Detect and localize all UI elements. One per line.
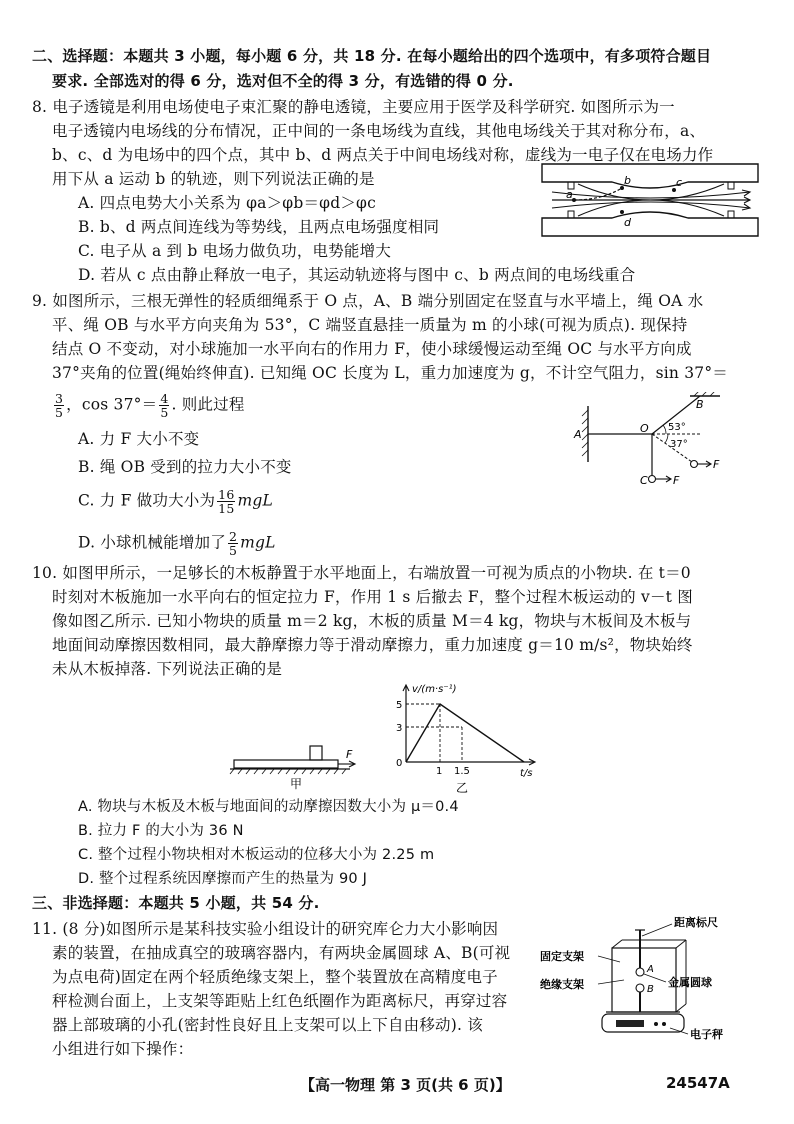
q11-fig-ball-b: B [647, 984, 654, 995]
q9-fig-label-o: O [640, 422, 649, 435]
q8-line3: b、c、d 为电场中的四个点，其中 b、d 两点关于中间电场线对称，虚线为一电子仅在电场力作 [52, 146, 714, 164]
q9-option-d: D. 小球机械能增加了 $\frac{2}{5}$ mgL [78, 529, 276, 558]
q9-line3: 结点 O 不变动，对小球施加一水平向右的作用力 F，使小球缓慢运动至绳 OC 与水平方向成 [52, 340, 692, 358]
q9-fig-angle-37: 37° [670, 439, 688, 450]
q8-line2: 电子透镜内电场线的分布情况，正中间的一条电场线为直线，其他电场线关于其对称分布，a、 [52, 122, 706, 140]
q10-line3: 像如图乙所示. 已知小物块的质量 m＝2 kg，木板的质量 M＝4 kg，物块与木板间及木板与 [52, 612, 692, 630]
vt-tick-0: 0 [396, 758, 403, 769]
vt-tick-1: 1 [436, 766, 443, 777]
q8-line1: 8. 电子透镜是利用电场使电子束汇聚的静电透镜，主要应用于医学及科学研究. 如图所示为一 [32, 98, 675, 116]
q9-cos-fraction: $\frac{4}{5}$ [160, 391, 169, 420]
q11-line6: 小组进行如下操作： [52, 1040, 194, 1058]
q10-figure-jia [228, 738, 378, 790]
q10-line5: 未从木板掉落. 下列说法正确的是 [52, 660, 283, 678]
page-footer: 【高一物理 第 3 页(共 6 页)】 [300, 1076, 511, 1094]
q8-option-b: B. b、d 两点间连线为等势线，且两点电场强度相同 [78, 218, 440, 236]
q10-jia-caption: 甲 [290, 777, 303, 790]
section2-line2: 要求. 全部选对的得 6 分，选对但不全的得 3 分，有选错的得 0 分. [52, 72, 514, 90]
vt-caption: 乙 [456, 781, 469, 795]
q9-line1: 9. 如图所示，三根无弹性的轻质细绳系于 O 点，A、B 端分别固定在竖直与水平墙上，绳 OA 水 [32, 292, 704, 310]
q10-jia-label-f: F [346, 748, 353, 761]
q11-fig-label-fixed: 固定支架 [540, 950, 584, 963]
q9-line2: 平、绳 OB 与水平方向夹角为 53°，C 端竖直悬挂一质量为 m 的小球(可视为质点). 现保持 [52, 316, 688, 334]
q10-line2: 时刻对木板施加一水平向右的恒定拉力 F，作用 1 s 后撤去 F，整个过程木板运动的 v－t 图 [52, 588, 693, 606]
q9-option-a: A. 力 F 大小不变 [78, 430, 200, 448]
exam-code: 24547A [666, 1074, 730, 1092]
q8-option-d: D. 若从 c 点由静止释放一电子，其运动轨迹将与图中 c、b 两点间的电场线重合 [78, 266, 636, 284]
q8-fig-label-c: c [676, 176, 683, 189]
q11-fig-label-ball: 金属圆球 [668, 976, 712, 989]
q8-option-c: C. 电子从 a 到 b 电场力做负功，电势能增大 [78, 242, 392, 260]
q9-option-b: B. 绳 OB 受到的拉力大小不变 [78, 458, 292, 476]
q10-option-a: A. 物块与木板及木板与地面间的动摩擦因数大小为 μ＝0.4 [78, 799, 459, 815]
q9-fig-label-c: C [640, 474, 648, 487]
q9-fig-label-f1: F [673, 474, 680, 487]
q11-apparatus-figure [538, 912, 768, 1054]
q9-fig-angle-53: 53° [668, 422, 686, 433]
q9-line5: $\frac{3}{5}$ ，cos 37°＝ $\frac{4}{5}$ . 则此过程 [55, 391, 245, 420]
q11-fig-ball-a: A [647, 964, 654, 975]
q11-fig-label-ruler: 距离标尺 [674, 916, 718, 929]
q8-fig-label-b: b [624, 174, 631, 187]
q8-fig-label-d: d [624, 216, 631, 229]
q9-line4: 37°夹角的位置(绳始终伸直). 已知绳 OC 长度为 L，重力加速度为 g，不计空气阻力，sin 37°＝ [52, 364, 729, 382]
q9-sin-fraction: $\frac{3}{5}$ [55, 391, 64, 420]
q11-fig-label-scale: 电子秤 [690, 1028, 723, 1041]
q9-rope-figure [570, 392, 760, 492]
q10-option-b: B. 拉力 F 的大小为 36 N [78, 823, 244, 839]
vt-tick-3: 3 [396, 723, 403, 734]
q11-line2: 素的装置，在抽成真空的玻璃容器内，有两块金属圆球 A、B(可视 [52, 944, 511, 962]
q9-fig-label-f2: F [713, 458, 720, 471]
vt-y-label: v/(m·s⁻¹) [412, 684, 457, 695]
q11-fig-label-insul: 绝缘支架 [540, 978, 584, 991]
q10-line1: 10. 如图甲所示，一足够长的木板静置于水平地面上，右端放置一可视为质点的小物块. 在 t＝0 [32, 564, 691, 582]
vt-tick-1-5: 1.5 [454, 766, 470, 777]
q9-option-c: C. 力 F 做功大小为 $\frac{16}{15}$ mgL [78, 487, 273, 516]
q11-line4: 秤检测台面上，上支架等距贴上红色纸圈作为距离标尺，再穿过容 [52, 992, 508, 1010]
section2-line1: 二、选择题：本题共 3 小题，每小题 6 分，共 18 分. 在每小题给出的四个选项中，有多项符合题目 [32, 47, 712, 65]
q11-line1: 11. (8 分)如图所示是某科技实验小组设计的研究库仑力大小影响因 [32, 920, 499, 938]
vt-tick-5: 5 [396, 700, 403, 711]
q11-line5: 器上部玻璃的小孔(密封性良好且上支架可以上下自由移动). 该 [52, 1016, 483, 1034]
q8-electron-lens-figure [538, 160, 762, 240]
q10-option-d: D. 整个过程系统因摩擦而产生的热量为 90 J [78, 871, 368, 887]
q10-vt-chart [384, 680, 544, 796]
section3-title: 三、非选择题：本题共 5 小题，共 54 分. [32, 894, 320, 912]
q10-line4: 地面间动摩擦因数相同，最大静摩擦力等于滑动摩擦力，重力加速度 g＝10 m/s²，物块始终 [52, 636, 693, 654]
vt-series-line [406, 704, 524, 762]
q8-line4: 用下从 a 运动 b 的轨迹，则下列说法正确的是 [52, 170, 375, 188]
q10-option-c: C. 整个过程小物块相对木板运动的位移大小为 2.25 m [78, 847, 435, 863]
q9-fig-label-a: A [574, 428, 582, 441]
q11-line3: 为点电荷)固定在两个轻质绝缘支架上，整个装置放在高精度电子 [52, 968, 498, 986]
vt-x-label: t/s [520, 768, 533, 779]
q9-fig-label-b: B [696, 398, 704, 411]
q8-fig-label-a: a [566, 188, 573, 201]
q8-option-a: A. 四点电势大小关系为 φa＞φb＝φd＞φc [78, 194, 376, 212]
